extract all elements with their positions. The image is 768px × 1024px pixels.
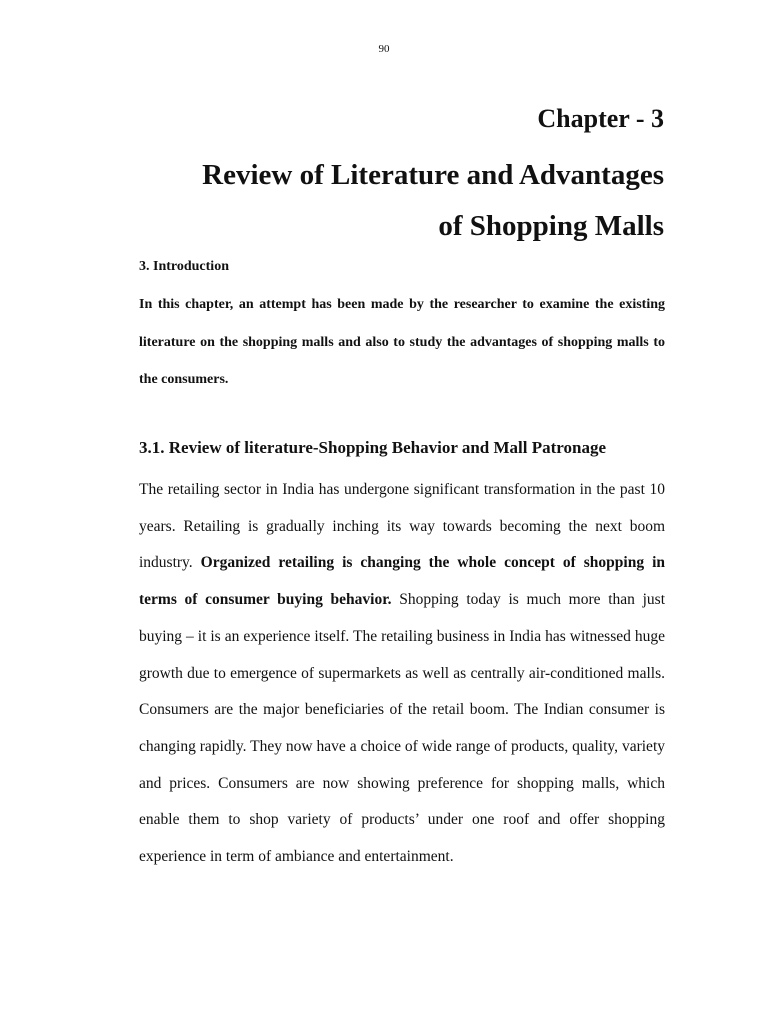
section-heading: 3.1. Review of literature-Shopping Behavior and Mall Patronage bbox=[139, 438, 607, 457]
paragraph-text-part-1: The retailing sector in India has undergone significant transformation in the past 10 years. Retailing is gradually inching its way towards becoming the next boom industry. bbox=[139, 481, 665, 572]
chapter-title-line-2: of Shopping Malls bbox=[438, 210, 664, 242]
chapter-title-line-1: Review of Literature and Advantages bbox=[202, 159, 664, 191]
introduction-paragraph: In this chapter, an attempt has been made by the researcher to examine the existing literature on the shopping malls and also to study the advantages of shopping malls to the consumers. bbox=[139, 297, 665, 387]
page-number: 90 bbox=[378, 43, 390, 55]
section-paragraph bbox=[139, 472, 665, 876]
chapter-label: Chapter - 3 bbox=[537, 104, 664, 133]
paragraph-bold-text: Organized retailing is changing the whole concept of shopping in terms of consumer buying behavior. bbox=[139, 554, 665, 609]
paragraph-text-part-2: Shopping today is much more than just buying – it is an experience itself. The retailing business in India has witnessed huge growth due to emergence of supermarkets as well as centrally air-conditioned malls. Consumers are the major beneficiaries of the retail boom. The Indian consumer is changing rapidly. They now have a choice of wide range of products, quality, variety and prices. Consumers are now showing preference for shopping malls, which enable them to shop variety of products’ under one roof and offer shopping experience in term of ambiance and entertainment. bbox=[139, 591, 665, 866]
introduction-heading: 3. Introduction bbox=[139, 259, 229, 274]
